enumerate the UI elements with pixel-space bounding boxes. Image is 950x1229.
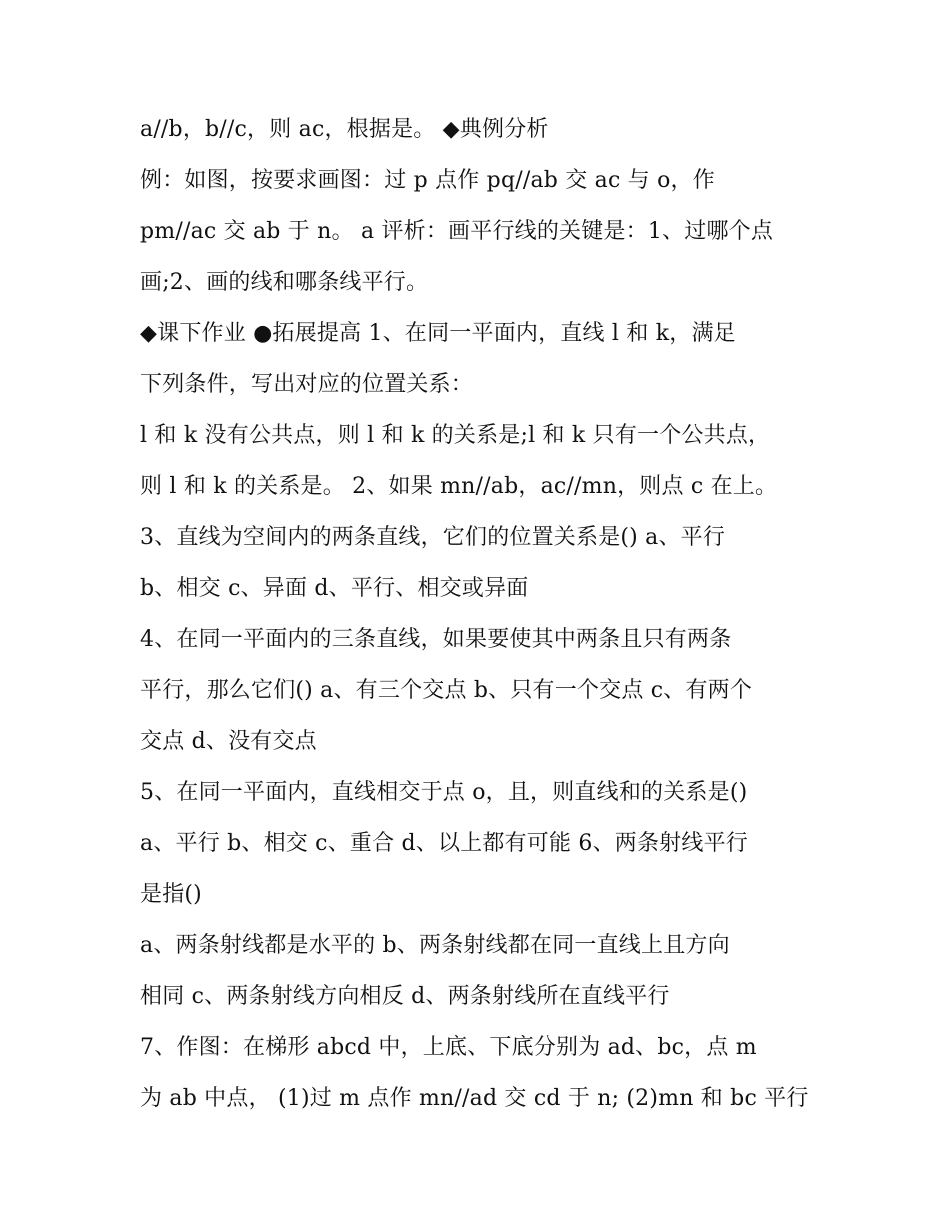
text-line: a、两条射线都是水平的 b、两条射线都在同一直线上且方向 [140, 933, 730, 958]
text-line: 则 l 和 k 的关系是。 2、如果 mn//ab，ac//mn，则点 c 在上。 [140, 474, 778, 499]
text-line: a、平行 b、相交 c、重合 d、以上都有可能 6、两条射线平行 [140, 831, 748, 856]
text-line: ◆课下作业 ●拓展提高 1、在同一平面内，直线 l 和 k，满足 [140, 321, 736, 346]
text-line: 为 ab 中点， (1)过 m 点作 mn//ad 交 cd 于 n; (2)mn 和 bc 平行 [140, 1086, 809, 1111]
text-line: 下列条件，写出对应的位置关系： [140, 372, 474, 397]
text-line: 是指() [140, 882, 202, 907]
document-body [140, 104, 830, 1124]
text-line: a//b，b//c，则 ac，根据是。 ◆典例分析 [140, 117, 549, 142]
text-line: 平行，那么它们() a、有三个交点 b、只有一个交点 c、有两个 [140, 678, 753, 703]
text-line: l 和 k 没有公共点，则 l 和 k 的关系是;l 和 k 只有一个公共点， [140, 423, 771, 448]
text-line: 3、直线为空间内的两条直线，它们的位置关系是() a、平行 [140, 525, 726, 550]
text-line: b、相交 c、异面 d、平行、相交或异面 [140, 576, 529, 601]
text-line: pm//ac 交 ab 于 n。 a 评析：画平行线的关键是：1、过哪个点 [140, 219, 774, 244]
text-line: 7、作图：在梯形 abcd 中，上底、下底分别为 ad、bc，点 m [140, 1035, 757, 1060]
text-line: 相同 c、两条射线方向相反 d、两条射线所在直线平行 [140, 984, 670, 1009]
text-line: 5、在同一平面内，直线相交于点 o，且，则直线和的关系是() [140, 780, 748, 805]
text-line: 例：如图，按要求画图：过 p 点作 pq//ab 交 ac 与 o，作 [140, 168, 715, 193]
text-line: 交点 d、没有交点 [140, 729, 317, 754]
text-line: 4、在同一平面内的三条直线，如果要使其中两条且只有两条 [140, 627, 732, 652]
text-line: 画;2、画的线和哪条线平行。 [140, 270, 429, 295]
